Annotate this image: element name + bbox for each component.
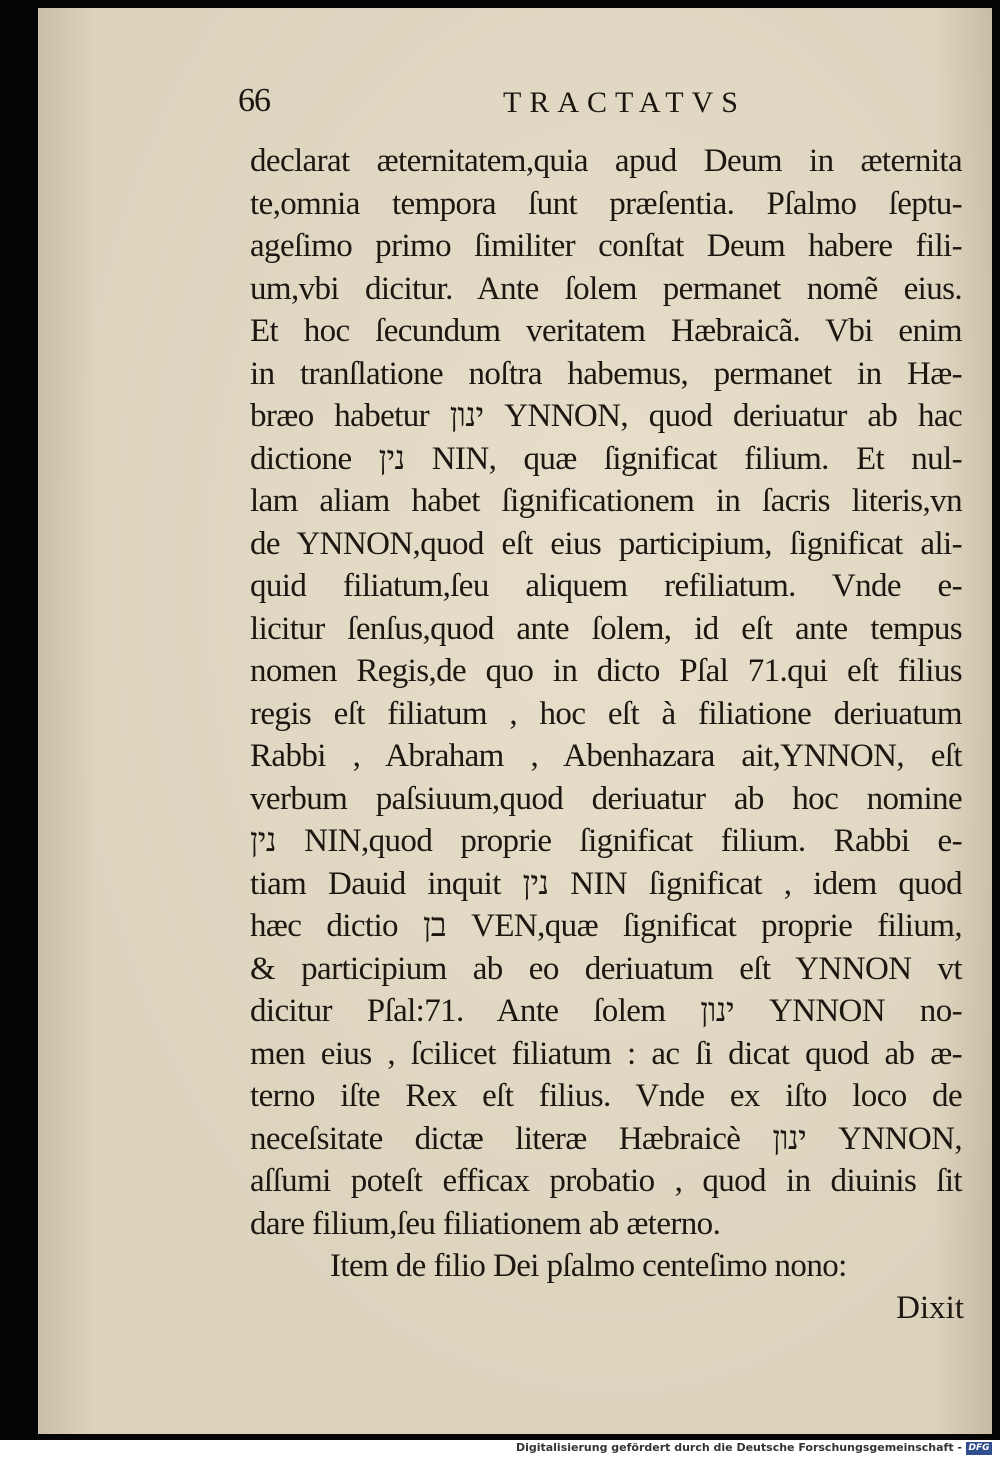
footer-bar <box>0 1440 1000 1458</box>
text-line: aſſumi poteſt efficax probatio , quod in diuinis ſit <box>250 1163 962 1199</box>
text-line: um,vbi dicitur. Ante ſolem permanet nomẽ eius. <box>250 270 962 307</box>
page-header <box>238 82 958 128</box>
funding-notice: Digitalisierung gefördert durch die Deutsche Forschungsgemeinschaft - <box>515 1441 962 1454</box>
text-line: nomen Regis,de quo in dicto Pſal 71.qui eſt filius <box>250 653 962 689</box>
text-line: in tranſlatione noſtra habemus, permanet in Hæ- <box>250 355 962 392</box>
text-line: tiam Dauid inquit נין NIN ſignificat , idem quod <box>250 865 962 902</box>
text-line: ageſimo primo ſimiliter conſtat Deum habere fili- <box>250 228 962 264</box>
catchword: Dixit <box>896 1290 964 1326</box>
text-line: te,omnia tempora ſunt præſentia. Pſalmo ſeptu- <box>250 185 962 222</box>
text-line: quid filiatum,ſeu aliquem refiliatum. Vnde e- <box>250 568 962 604</box>
running-head: TRACTATVS <box>503 86 746 119</box>
text-line: Et hoc ſecundum veritatem Hæbraicã. Vbi enim <box>250 313 962 349</box>
text-line: & participium ab eo deriuatum eſt YNNON vt <box>250 950 962 987</box>
text-line: dicitur Pſal:71. Ante ſolem ינון YNNON no- <box>250 993 963 1029</box>
text-line: Rabbi , Abraham , Abenhazara ait,YNNON, eſt <box>250 738 962 774</box>
text-line: regis eſt filiatum , hoc eſt à filiatione deriuatum <box>250 695 962 732</box>
text-line: licitur ſenſus,quod ante ſolem, id eſt ante tempus <box>250 610 962 647</box>
text-line: dictione נין NIN, quæ ſignificat filium. Et nul- <box>250 440 962 477</box>
dfg-logo-icon: DFG <box>966 1442 992 1455</box>
page-number: 66 <box>238 82 270 119</box>
text-line: neceſsitate dictæ literæ Hæbraicè ינון YNNON, <box>250 1120 962 1157</box>
text-line: hæc dictio בן VEN,quæ ſignificat proprie filium, <box>250 908 962 944</box>
text-line: terno iſte Rex eſt filius. Vnde ex iſto loco de <box>250 1078 962 1114</box>
text-line: נין NIN,quod proprie ſignificat filium. Rabbi e- <box>250 823 962 859</box>
text-line: bræo habetur ינון YNNON, quod deriuatur ab hac <box>250 398 963 434</box>
text-line: verbum paſsiuum,quod deriuatur ab hoc nomine <box>250 780 962 817</box>
text-line: lam aliam habet ſignificationem in ſacris literis,vn <box>250 483 962 519</box>
text-line: dare filium,ſeu filiationem ab æterno. <box>250 1205 721 1242</box>
text-line: de YNNON,quod eſt eius participium, ſignificat ali- <box>250 525 962 562</box>
text-line: Item de filio Dei pſalmo centeſimo nono: <box>330 1248 847 1284</box>
body-text <box>250 140 962 1288</box>
text-line: declarat æternitatem,quia apud Deum in æternita <box>250 143 962 179</box>
text-line: men eius , ſcilicet filiatum : ac ſi dicat quod ab æ- <box>250 1035 962 1072</box>
